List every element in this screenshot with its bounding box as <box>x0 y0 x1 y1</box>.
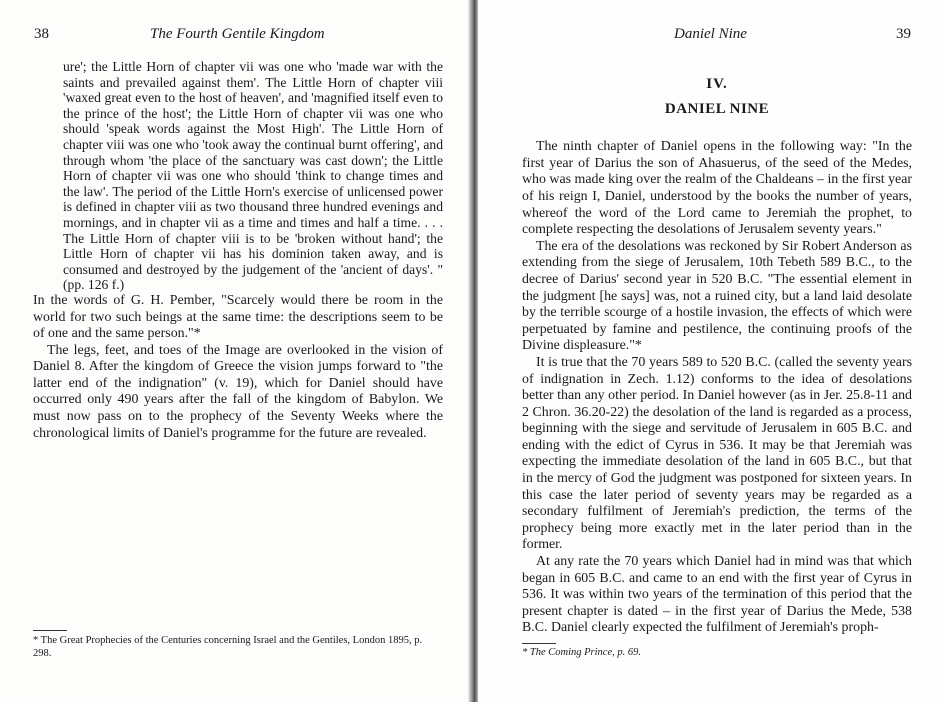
right-running-head: Daniel Nine <box>674 26 747 42</box>
block-quote: ure'; the Little Horn of chapter vii was one who 'made war with the saints and prevailed against them'. The Little Horn of chapter viii 'waxed great even to the host of heaven', and 'magnified itself even to the prince of the host'; the Little Horn of chapter vii was one who should 'speak words against the Most High'. The Little Horn of chapter viii was one who 'took away the continual burnt offering', and through whom 'the place of the sanctuary was cast down'; the Little Horn of chapter vii was one who should 'think to change times and the law'. The period of the Little Horn's exercise of unlicensed power is defined in chapter viii as two thousand three hundred evenings and mornings, and in chapter vii as a time and times and half a time. . . . The Little Horn of chapter viii is to be 'broken without hand'; the Little Horn of chapter vii has his dominion taken away, and is consumed and destroyed by the judgement of the 'ancient of days'. " (pp. 126 f.) <box>63 59 443 293</box>
chapter-title: DANIEL NINE <box>664 100 770 117</box>
left-text-block <box>33 59 443 442</box>
right-page-number: 39 <box>896 26 911 42</box>
left-footnote-rule <box>33 630 67 631</box>
right-footnote-rule <box>522 643 556 644</box>
left-paragraph-1: In the words of G. H. Pember, "Scarcely would there be room in the world for two such beings at the same time: the descriptions seem to be of one and the same person."* <box>33 292 443 342</box>
right-paragraph-3: It is true that the 70 years 589 to 520 B.C. (called the seventy years of indignation in Zech. 1.12) conforms to the idea of desolations better than any other period. In Daniel however (as in Jer. 25.8-11 and 2 Chron. 36.20-22) the desolation of the land is regarded as a process, beginning with the siege and servitude of Jerusalem in 605 B.C. and ending with the edict of Cyrus in 536. It may be that Jeremiah was expecting the immediate desolation of the land in 605 B.C., but that in the mercy of God the judgment was postponed for sixteen years. In this case the later period of seventy years may be regarded as a secondary fulfilment of Jeremiah's prediction, the terms of the prophecy being more exactly met in the later period than in the former. <box>522 354 912 553</box>
right-paragraph-1: The ninth chapter of Daniel opens in the following way: "In the first year of Darius the son of Ahasuerus, of the seed of the Medes, who was made king over the realm of the Chaldeans – in the first year of his reign I, Daniel, understood by the books the number of years, whereof the word of the Lord came to Jeremiah the prophet, to complete respecting the desolations of Jerusalem seventy years." <box>522 139 912 238</box>
right-text-block <box>522 76 912 637</box>
right-paragraph-2: The era of the desolations was reckoned by Sir Robert Anderson as extending from the siege of Jerusalem, 10th Tebeth 589 B.C., to the decree of Darius' second year in 520 B.C. "The essential element in the judgment [he says] was, not a ruined city, but a land laid desolate by the terrible scourge of a hostile invasion, the effects of which were perpetuated by famine and pestilence, the continuing proofs of the Divine displeasure."* <box>522 238 912 354</box>
right-page <box>478 0 945 702</box>
left-running-head: The Fourth Gentile Kingdom <box>150 26 325 42</box>
left-footnote: * The Great Prophecies of the Centuries concerning Israel and the Gentiles, London 1895, p. 298. <box>33 635 423 659</box>
right-footnote: * The Coming Prince, p. 69. <box>522 647 641 658</box>
chapter-number: IV. <box>706 76 728 92</box>
left-paragraph-2: The legs, feet, and toes of the Image are overlooked in the vision of Daniel 8. After the kingdom of Greece the vision jumps forward to "the latter end of the indignation" (v. 19), which for Daniel should have occurred only 490 years after the fall of the kingdom of Babylon. We must now pass on to the prophecy of the Seventy Weeks where the chronological limits of Daniel's programme for the future are revealed. <box>33 342 443 441</box>
left-page <box>0 0 470 702</box>
right-paragraph-4: At any rate the 70 years which Daniel had in mind was that which began in 605 B.C. and came to an end with the first year of Cyrus in 536. It was within two years of the termination of this period that the present chapter is dated – in the first year of Darius the Mede, 538 B.C. Daniel clearly expected the fulfilment of Jeremiah's proph- <box>522 554 912 636</box>
left-page-number: 38 <box>34 26 49 42</box>
